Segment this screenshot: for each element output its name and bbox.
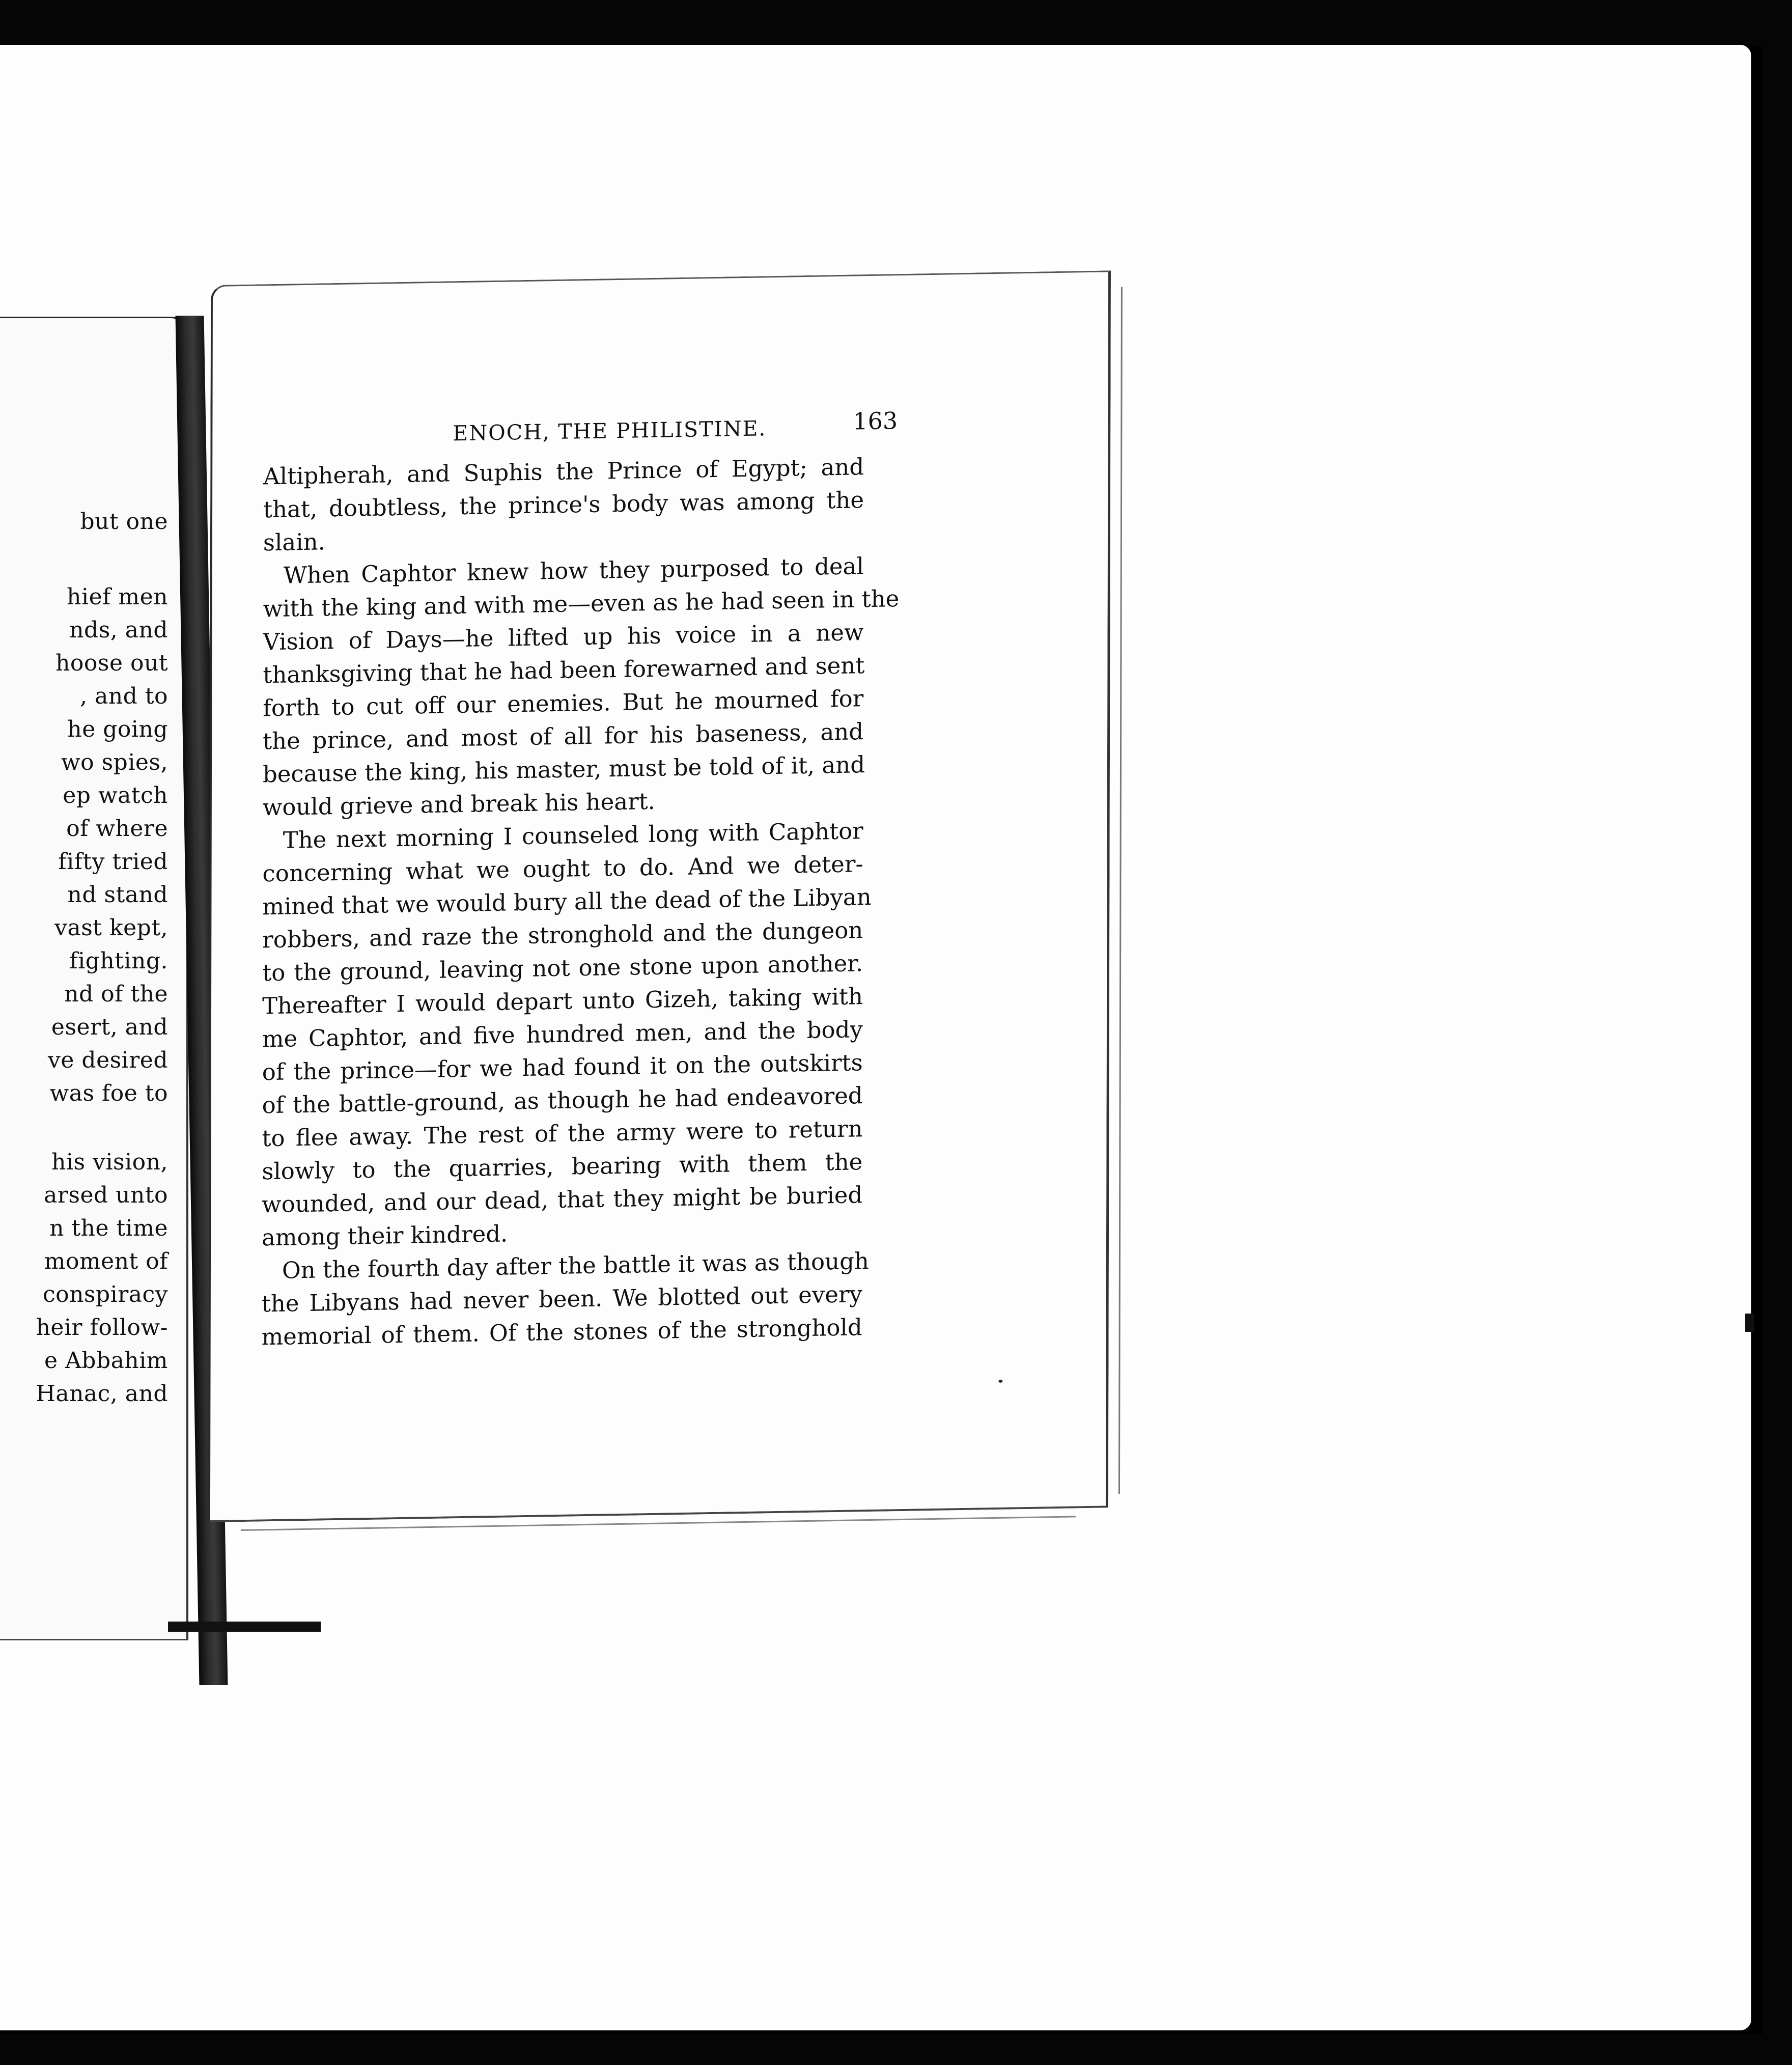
left-line: his vision, [51, 1149, 168, 1175]
book-gutter-foot [168, 1622, 321, 1632]
text-line: Vision of Days—he lifted up his voice in a new [263, 619, 864, 656]
text-line: slowly to the quarries, bearing with them the [262, 1148, 863, 1185]
left-line: moment of [44, 1248, 168, 1274]
left-line: , and to [80, 683, 168, 709]
left-line: heir follow- [36, 1315, 168, 1341]
page-number: 163 [853, 407, 898, 435]
left-line: esert, and [51, 1014, 168, 1040]
text-line: me Caphtor, and five hundred men, and the body [262, 1016, 863, 1053]
left-line: fighting. [69, 948, 168, 974]
text-line: Altipherah, and Suphis the Prince of Egypt; and [263, 453, 864, 490]
left-line: wo spies, [61, 749, 168, 775]
right-page [208, 270, 1111, 1522]
text-line: forth to cut off our enemies. But he mourned for [263, 685, 864, 722]
left-line: but one [80, 509, 168, 535]
text-line: because the king, his master, must be told of it, and [262, 751, 865, 788]
text-line: the Libyans had never been. We blotted out every [261, 1280, 862, 1318]
text-line: wounded, and our dead, that they might be buried [262, 1181, 863, 1218]
text-line: slain. [263, 528, 325, 556]
page-edge-shadow [1105, 287, 1123, 1494]
scan-border-top [0, 0, 1792, 46]
left-line: was foe to [49, 1080, 168, 1106]
text-line: concerning what we ought to do. And we deter- [262, 850, 863, 887]
left-line: of where [66, 816, 168, 842]
text-line: the prince, and most of all for his baseness, and [263, 718, 864, 755]
film-edge-mark [1745, 1314, 1754, 1332]
text-line: that, doubtless, the prince's body was among the [263, 486, 864, 523]
text-line: robbers, and raze the stronghold and the dungeon [262, 916, 863, 954]
text-line: mined that we would bury all the dead of the Libyan [262, 883, 872, 920]
left-page [0, 317, 188, 1640]
left-line: conspiracy [42, 1281, 168, 1307]
text-line: When Caphtor knew how they purposed to deal [283, 552, 864, 589]
running-head: ENOCH, THE PHILISTINE. [453, 416, 767, 446]
left-line: nds, and [69, 617, 168, 643]
text-line: On the fourth day after the battle it was as though [282, 1247, 869, 1284]
text-line: memorial of them. Of the stones of the stronghold [261, 1314, 862, 1351]
left-line: nd of the [64, 981, 168, 1007]
body-text [261, 453, 900, 1351]
left-line: fifty tried [58, 849, 168, 875]
scan-border-bottom [0, 2034, 1792, 2065]
text-line: thanksgiving that he had been forewarned and sent [263, 652, 865, 689]
text-line: among their kindred. [262, 1220, 508, 1251]
scan-border-right [1762, 0, 1792, 2065]
text-line: Thereafter I would depart unto Gizeh, taking with [262, 983, 863, 1020]
left-line: he going [67, 716, 168, 742]
text-line: to flee away. The rest of the army were to return [262, 1115, 863, 1152]
left-line: hoose out [55, 650, 168, 676]
text-line: would grieve and break his heart. [262, 787, 656, 821]
left-line: e Abbahim [44, 1348, 168, 1374]
text-line: of the prince—for we had found it on the outskirts [262, 1049, 863, 1086]
text-line: with the king and with me—even as he had seen in the [263, 585, 900, 623]
text-line: to the ground, leaving not one stone upon another. [262, 950, 863, 987]
dust-speck [998, 1380, 1002, 1383]
left-line: n the time [49, 1215, 168, 1241]
left-line: ep watch [63, 783, 168, 808]
left-line: Hanac, and [36, 1381, 168, 1407]
text-line: of the battle-ground, as though he had endeavored [262, 1082, 863, 1119]
left-line: hief men [67, 584, 168, 610]
left-line: nd stand [67, 882, 168, 908]
left-line: vast kept, [54, 915, 168, 941]
left-line: ve desired [48, 1047, 168, 1073]
text-line: The next morning I counseled long with Caphtor [283, 817, 863, 854]
left-line: arsed unto [44, 1182, 168, 1208]
